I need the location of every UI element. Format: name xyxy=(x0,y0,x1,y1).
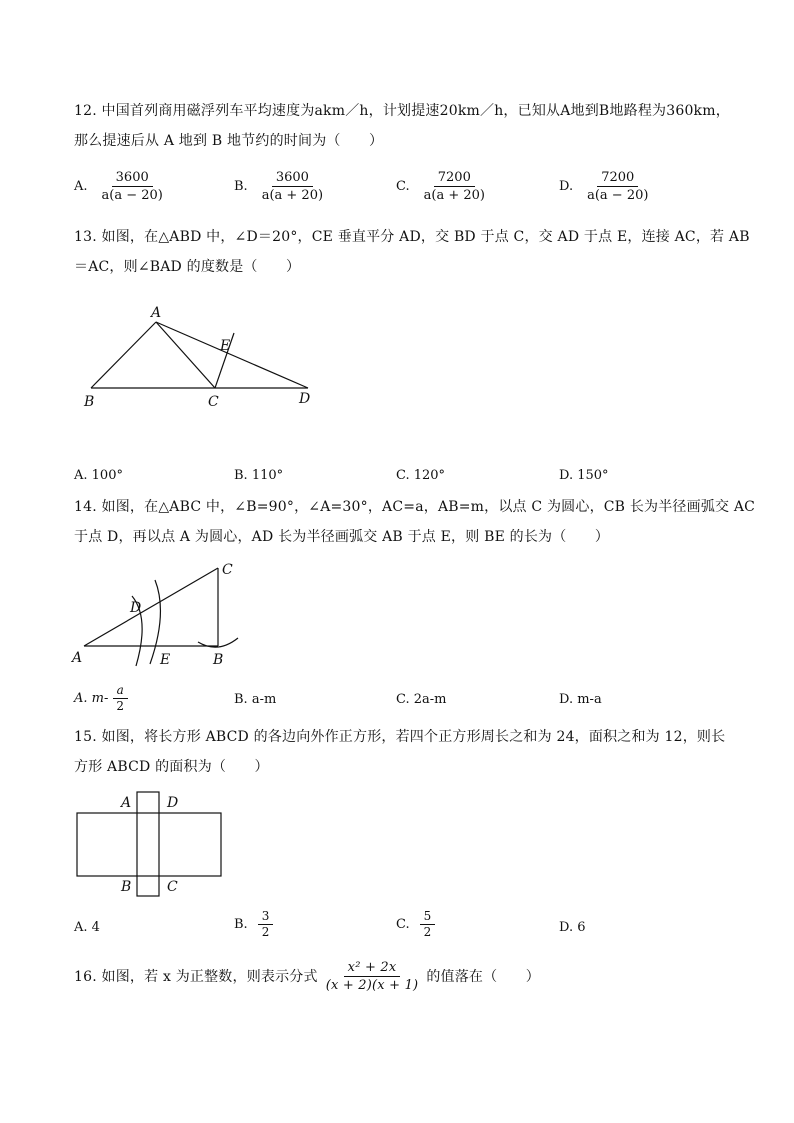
q12-option-d[interactable] xyxy=(559,170,652,203)
label-c: C xyxy=(208,394,219,410)
q15-option-a[interactable]: A. 4 xyxy=(74,920,100,935)
q14-figure xyxy=(70,558,250,670)
vertical-rectangle xyxy=(137,792,159,896)
segment-ac xyxy=(84,568,218,646)
q12-line2: 那么提速后从 A 地到 B 地节约的时间为（ ） xyxy=(74,133,384,149)
q12-option-b[interactable] xyxy=(234,170,327,203)
q13-option-c[interactable]: C. 120° xyxy=(396,468,446,483)
q15-option-b[interactable] xyxy=(234,910,273,939)
q15-line1: 15. 如图，将长方形 ABCD 的各边向外作正方形，若四个正方形周长之和为 24，面积之和为 12，则长 xyxy=(74,729,726,745)
option-label: D. xyxy=(559,178,574,194)
option-fraction xyxy=(258,170,327,203)
option-label: C. xyxy=(396,178,410,194)
q16-fraction xyxy=(322,960,423,993)
q13-figure xyxy=(74,298,334,413)
fraction-denominator: a(a − 20) xyxy=(587,188,649,203)
label-e: E xyxy=(220,338,231,354)
fraction-numerator: 7200 xyxy=(434,170,475,187)
q12-option-c[interactable] xyxy=(396,170,489,203)
q16-suffix: 的值落在（ ） xyxy=(426,968,540,985)
fraction-numerator: 3600 xyxy=(112,170,153,187)
arc-e xyxy=(150,580,160,664)
q15-line2: 方形 ABCD 的面积为（ ） xyxy=(74,759,269,775)
q12-line1: 12. 中国首列商用磁浮列车平均速度为akm／h，计划提速20km／h，已知从A地到B地路程为360km， xyxy=(74,103,730,119)
label-a: A xyxy=(72,650,83,666)
option-fraction xyxy=(583,170,652,203)
q15-option-d[interactable]: D. 6 xyxy=(559,920,586,935)
label-c: C xyxy=(222,562,233,578)
option-label: B. xyxy=(234,916,248,932)
fraction-denominator: 2 xyxy=(116,699,125,713)
horizontal-rectangle xyxy=(77,813,221,876)
label-b: B xyxy=(121,879,132,895)
segment-ad xyxy=(156,322,308,388)
fraction-denominator: a(a + 20) xyxy=(423,188,485,203)
label-a: A xyxy=(121,795,132,811)
option-label: A. xyxy=(74,178,88,194)
option-fraction xyxy=(420,170,489,203)
q15-option-c[interactable] xyxy=(396,910,435,939)
q12-option-a[interactable] xyxy=(74,170,167,203)
option-label: B. xyxy=(234,178,248,194)
option-text: A. m- xyxy=(74,690,109,706)
q13-option-d[interactable]: D. 150° xyxy=(559,468,609,483)
fraction-numerator: 5 xyxy=(420,910,436,925)
option-fraction xyxy=(258,910,274,939)
fraction-numerator: x² + 2x xyxy=(344,960,401,977)
fraction-denominator: a(a + 20) xyxy=(261,188,324,203)
segment-ab xyxy=(91,322,156,388)
option-fraction xyxy=(112,684,128,713)
q15-figure xyxy=(74,788,229,900)
label-d: D xyxy=(299,391,311,407)
fraction-denominator: a(a − 20) xyxy=(101,188,163,203)
q14-line2: 于点 D，再以点 A 为圆心，AD 长为半径画弧交 AB 于点 E，则 BE 的长为（ ） xyxy=(74,529,610,545)
q16-line xyxy=(74,960,540,993)
q14-option-a[interactable] xyxy=(74,684,128,713)
label-e: E xyxy=(160,652,171,668)
fraction-numerator: 3 xyxy=(258,910,274,925)
segment-ac xyxy=(156,322,215,388)
option-label: C. xyxy=(396,916,410,932)
q14-option-b[interactable]: B. a-m xyxy=(234,692,277,707)
q14-option-c[interactable]: C. 2a-m xyxy=(396,692,447,707)
q14-line1: 14. 如图，在△ABC 中，∠B=90°，∠A=30°，AC=a，AB=m，以点 C 为圆心，CB 长为半径画弧交 AC xyxy=(74,499,756,515)
fraction-denominator: (x + 2)(x + 1) xyxy=(325,978,419,993)
q13-line2: ＝AC，则∠BAD 的度数是（ ） xyxy=(74,259,301,275)
label-a: A xyxy=(151,305,162,321)
label-c: C xyxy=(167,879,178,895)
q13-option-b[interactable]: B. 110° xyxy=(234,468,284,483)
fraction-denominator: 2 xyxy=(261,925,270,939)
label-b: B xyxy=(84,394,95,410)
option-fraction xyxy=(420,910,436,939)
fraction-numerator: 7200 xyxy=(597,170,638,187)
q13-line1: 13. 如图，在△ABD 中，∠D＝20°，CE 垂直平分 AD，交 BD 于点 C，交 AD 于点 E，连接 AC，若 AB xyxy=(74,229,750,245)
q14-option-d[interactable]: D. m-a xyxy=(559,692,602,707)
option-fraction xyxy=(98,170,167,203)
label-d: D xyxy=(130,600,142,616)
label-b: B xyxy=(213,652,224,668)
fraction-denominator: 2 xyxy=(423,925,432,939)
q13-option-a[interactable]: A. 100° xyxy=(74,468,123,483)
q16-prefix: 16. 如图，若 x 为正整数，则表示分式 xyxy=(74,968,318,985)
fraction-numerator: a xyxy=(113,684,128,699)
label-d: D xyxy=(167,795,179,811)
fraction-numerator: 3600 xyxy=(272,170,313,187)
